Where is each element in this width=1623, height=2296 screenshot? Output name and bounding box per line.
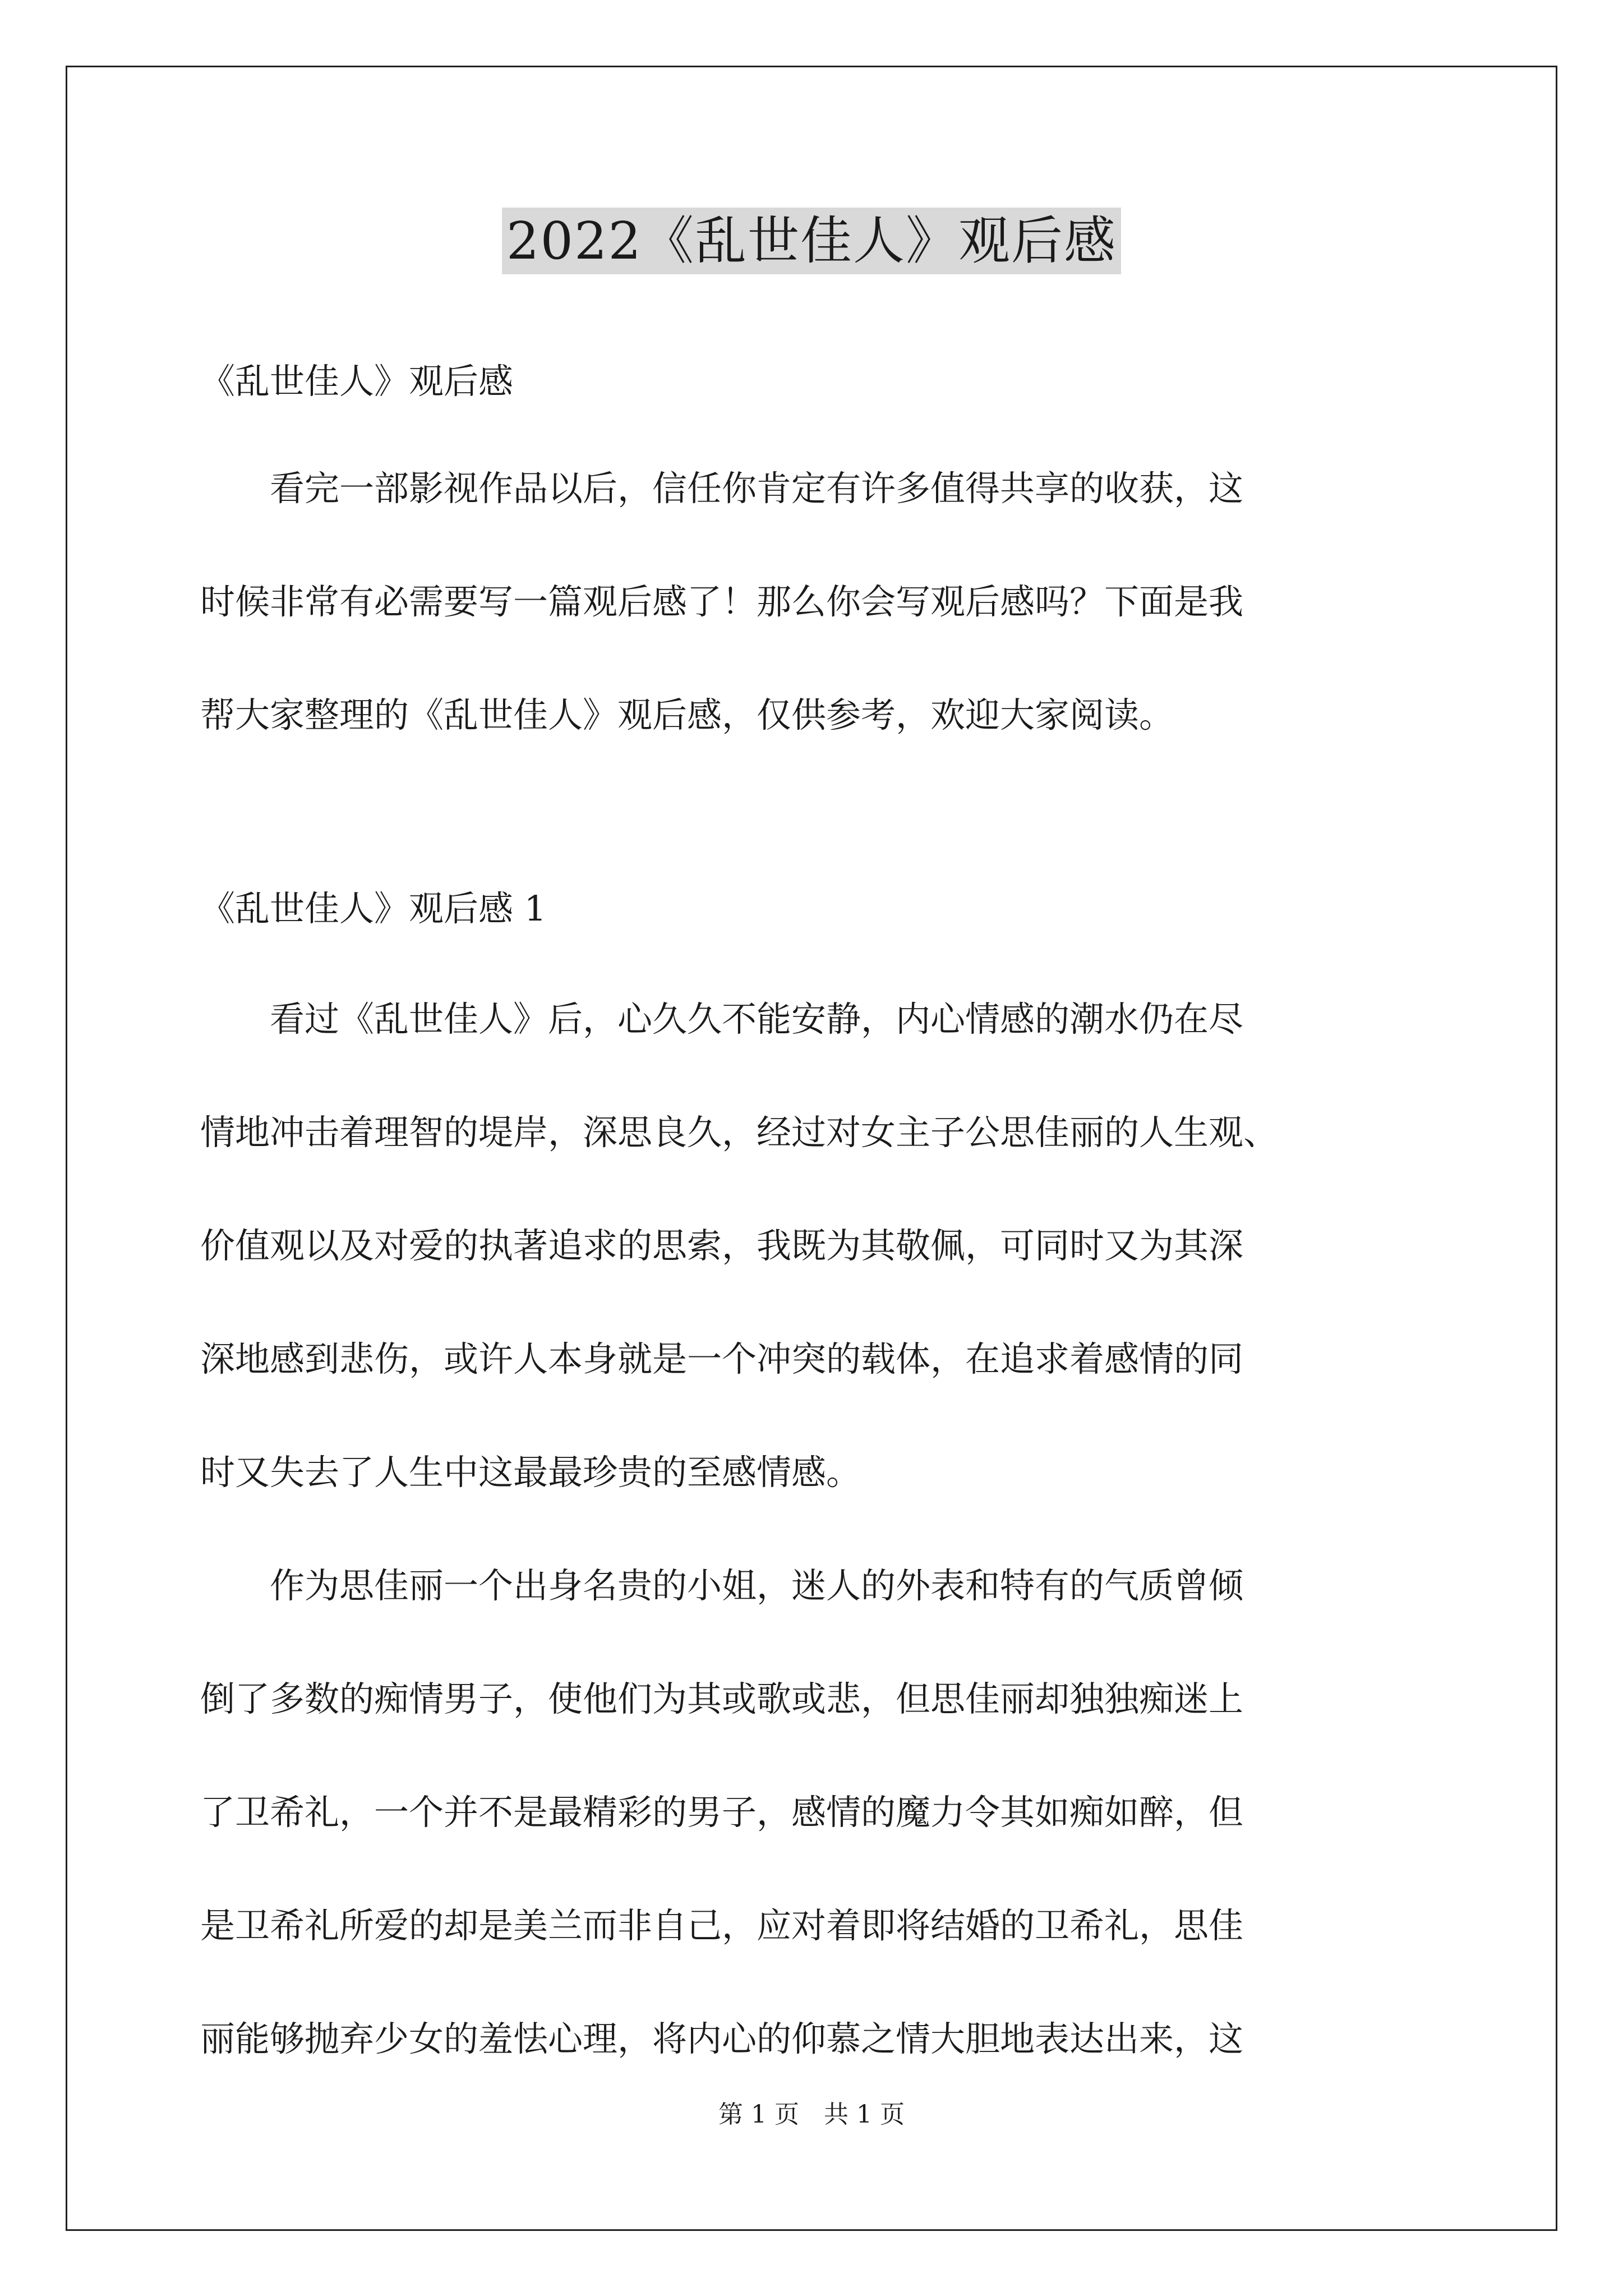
paragraph-line: 倒了多数的痴情男子，使他们为其或歌或悲，但思佳丽却独独痴迷上 <box>200 1678 1244 1719</box>
paragraph-line: 情地冲击着理智的堤岸，深思良久，经过对女主子公思佳丽的人生观、 <box>200 1112 1279 1153</box>
document-title-text: 2022《乱世佳人》观后感 <box>502 208 1121 274</box>
page-footer: 第 1 页 共 1 页 <box>718 2100 905 2129</box>
section1-paragraph-2 <box>200 1529 1243 2096</box>
paragraph-line: 丽能够抛弃少女的羞怯心理，将内心的仰慕之情大胆地表达出来，这 <box>200 2018 1244 2059</box>
paragraph-line: 看完一部影视作品以后，信任你肯定有许多值得共享的收获，这 <box>270 468 1244 509</box>
document-title <box>0 208 1623 275</box>
paragraph-line: 时又失去了人生中这最最珍贵的至感情感。 <box>200 1452 861 1493</box>
paragraph-line: 是卫希礼所爱的却是美兰而非自己，应对着即将结婚的卫希礼，思佳 <box>200 1905 1244 1946</box>
paragraph-line: 价值观以及对爱的执著追求的思索，我既为其敬佩，可同时又为其深 <box>200 1225 1244 1266</box>
paragraph-line: 作为思佳丽一个出身名贵的小姐，迷人的外表和特有的气质曾倾 <box>270 1565 1244 1606</box>
paragraph-line: 时候非常有必需要写一篇观后感了！那么你会写观后感吗？下面是我 <box>200 581 1244 622</box>
intro-heading: 《乱世佳人》观后感 <box>200 361 514 402</box>
intro-paragraph <box>200 432 1243 772</box>
section1-heading: 《乱世佳人》观后感 1 <box>200 888 547 929</box>
paragraph-line: 看过《乱世佳人》后，心久久不能安静，内心情感的潮水仍在尽 <box>270 999 1244 1039</box>
paragraph-line: 深地感到悲伤，或许人本身就是一个冲突的载体，在追求着感情的同 <box>200 1338 1244 1379</box>
paragraph-line: 帮大家整理的《乱世佳人》观后感，仅供参考，欢迎大家阅读。 <box>200 694 1174 735</box>
section1-paragraph-1 <box>200 963 1278 1529</box>
paragraph-line: 了卫希礼，一个并不是最精彩的男子，感情的魔力令其如痴如醉，但 <box>200 1792 1244 1833</box>
